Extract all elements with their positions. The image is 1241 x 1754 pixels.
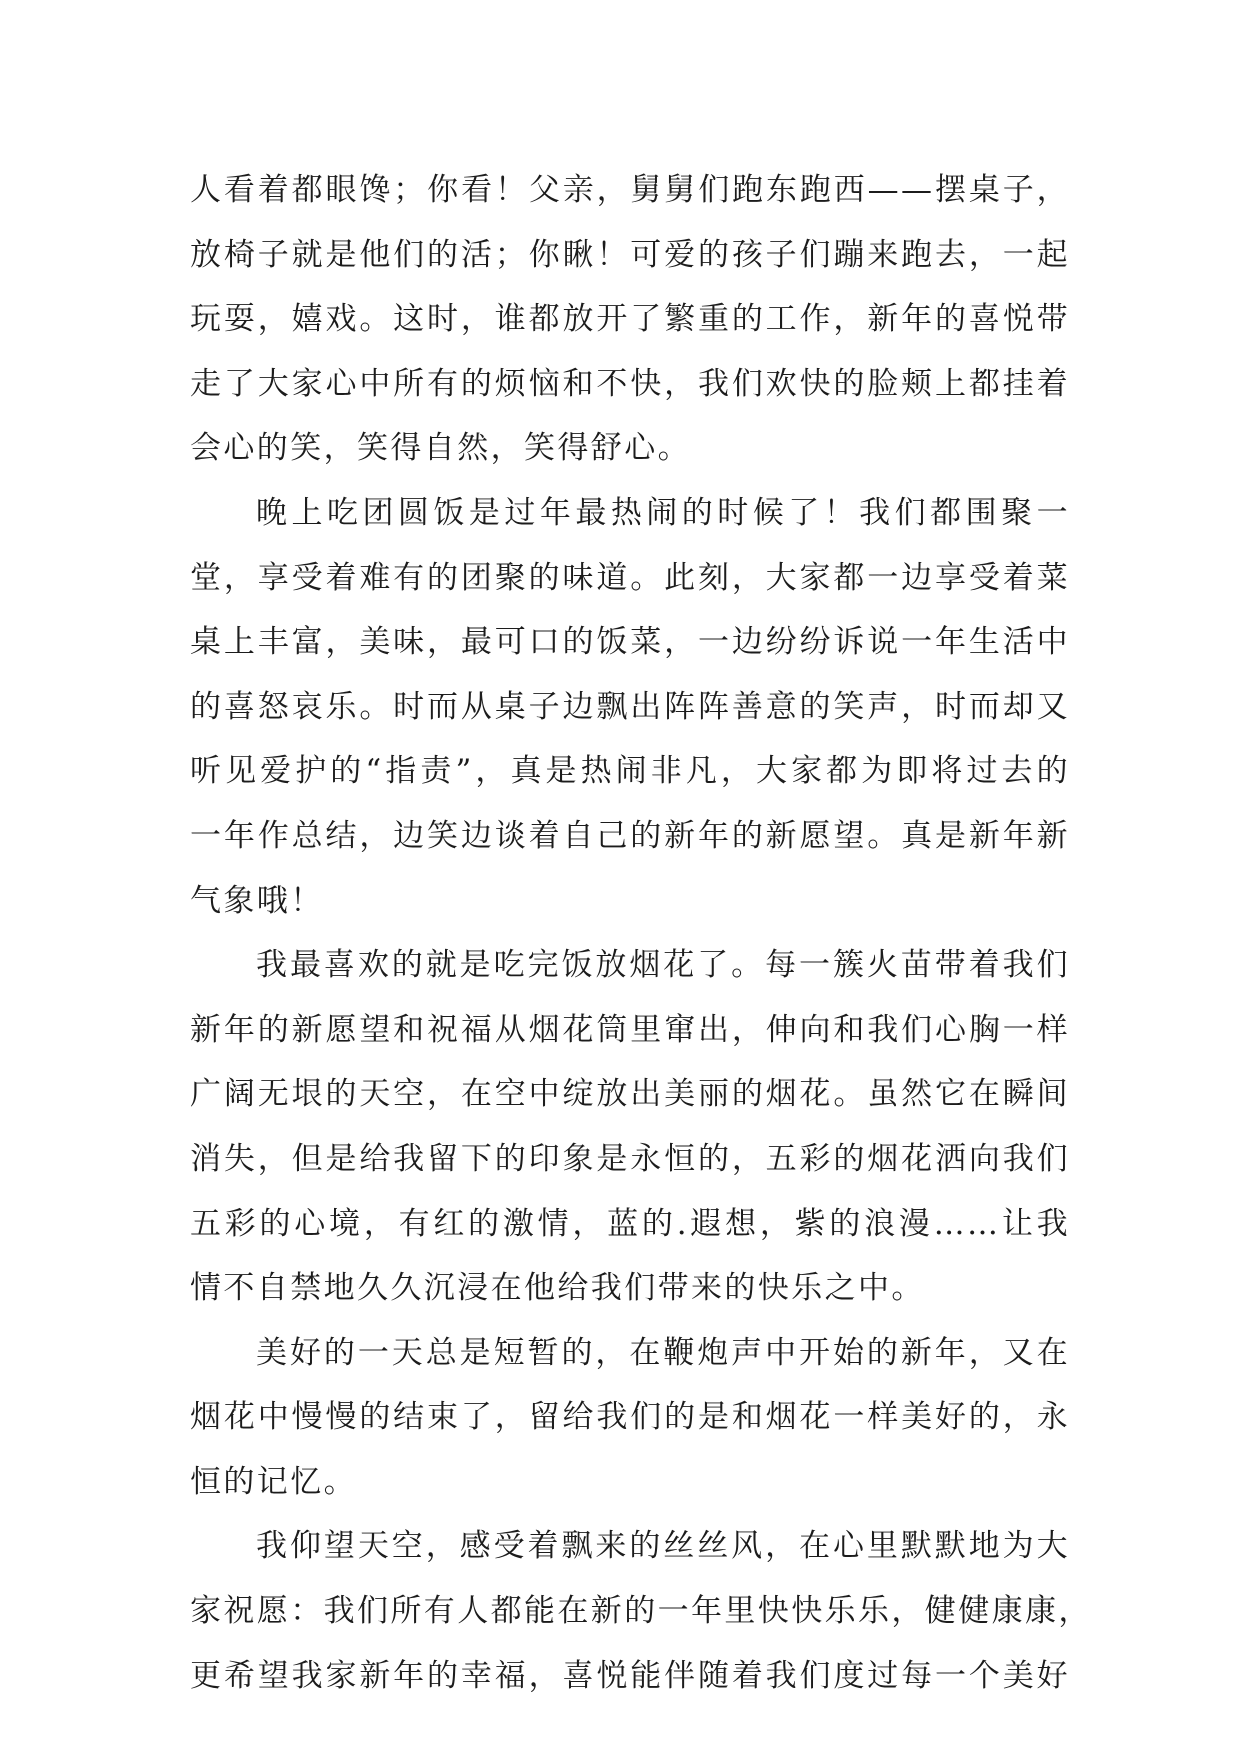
text-line: 五彩的心境，有红的激情，蓝的.遐想，紫的浪漫……让我 — [190, 1205, 1070, 1242]
text-line: 晚上吃团圆饭是过年最热闹的时候了！我们都围聚一 — [256, 494, 1070, 531]
text-line: 美好的一天总是短暂的，在鞭炮声中开始的新年，又在 — [256, 1334, 1070, 1371]
text-line: 一年作总结，边笑边谈着自己的新年的新愿望。真是新年新 — [190, 817, 1070, 854]
text-line: 恒的记忆。 — [190, 1463, 357, 1500]
text-line: 新年的新愿望和祝福从烟花筒里窜出，伸向和我们心胸一样 — [190, 1011, 1070, 1048]
text-line: 走了大家心中所有的烦恼和不快，我们欢快的脸颊上都挂着 — [190, 365, 1070, 402]
text-line: 家祝愿：我们所有人都能在新的一年里快快乐乐，健健康康， — [190, 1593, 1092, 1630]
text-line: 气象哦！ — [190, 882, 324, 919]
text-line: 桌上丰富，美味，最可口的饭菜，一边纷纷诉说一年生活中 — [190, 624, 1070, 661]
text-line: 广阔无垠的天空，在空中绽放出美丽的烟花。虽然它在瞬间 — [190, 1076, 1070, 1113]
text-line: 玩耍，嬉戏。这时，谁都放开了繁重的工作，新年的喜悦带 — [190, 301, 1070, 338]
text-line: 消失，但是给我留下的印象是永恒的，五彩的烟花洒向我们 — [190, 1140, 1070, 1177]
text-line: 堂，享受着难有的团聚的味道。此刻，大家都一边享受着菜 — [190, 559, 1070, 596]
text-line: 我仰望天空，感受着飘来的丝丝风，在心里默默地为大 — [256, 1528, 1070, 1565]
text-line: 情不自禁地久久沉浸在他给我们带来的快乐之中。 — [190, 1270, 925, 1307]
text-line: 更希望我家新年的幸福，喜悦能伴随着我们度过每一个美好 — [190, 1657, 1070, 1694]
text-line: 会心的笑，笑得自然，笑得舒心。 — [190, 430, 691, 467]
text-line: 听见爱护的“指责”，真是热闹非凡，大家都为即将过去的 — [190, 753, 1070, 790]
text-line: 人看着都眼馋；你看！父亲，舅舅们跑东跑西——摆桌子， — [190, 172, 1070, 208]
text-line: 我最喜欢的就是吃完饭放烟花了。每一簇火苗带着我们 — [256, 947, 1070, 984]
body-text — [190, 158, 1092, 1708]
text-line: 烟花中慢慢的结束了，留给我们的是和烟花一样美好的，永 — [190, 1399, 1070, 1436]
text-line: 的喜怒哀乐。时而从桌子边飘出阵阵善意的笑声，时而却又 — [190, 688, 1070, 725]
text-line: 放椅子就是他们的活；你瞅！可爱的孩子们蹦来跑去，一起 — [190, 236, 1070, 273]
